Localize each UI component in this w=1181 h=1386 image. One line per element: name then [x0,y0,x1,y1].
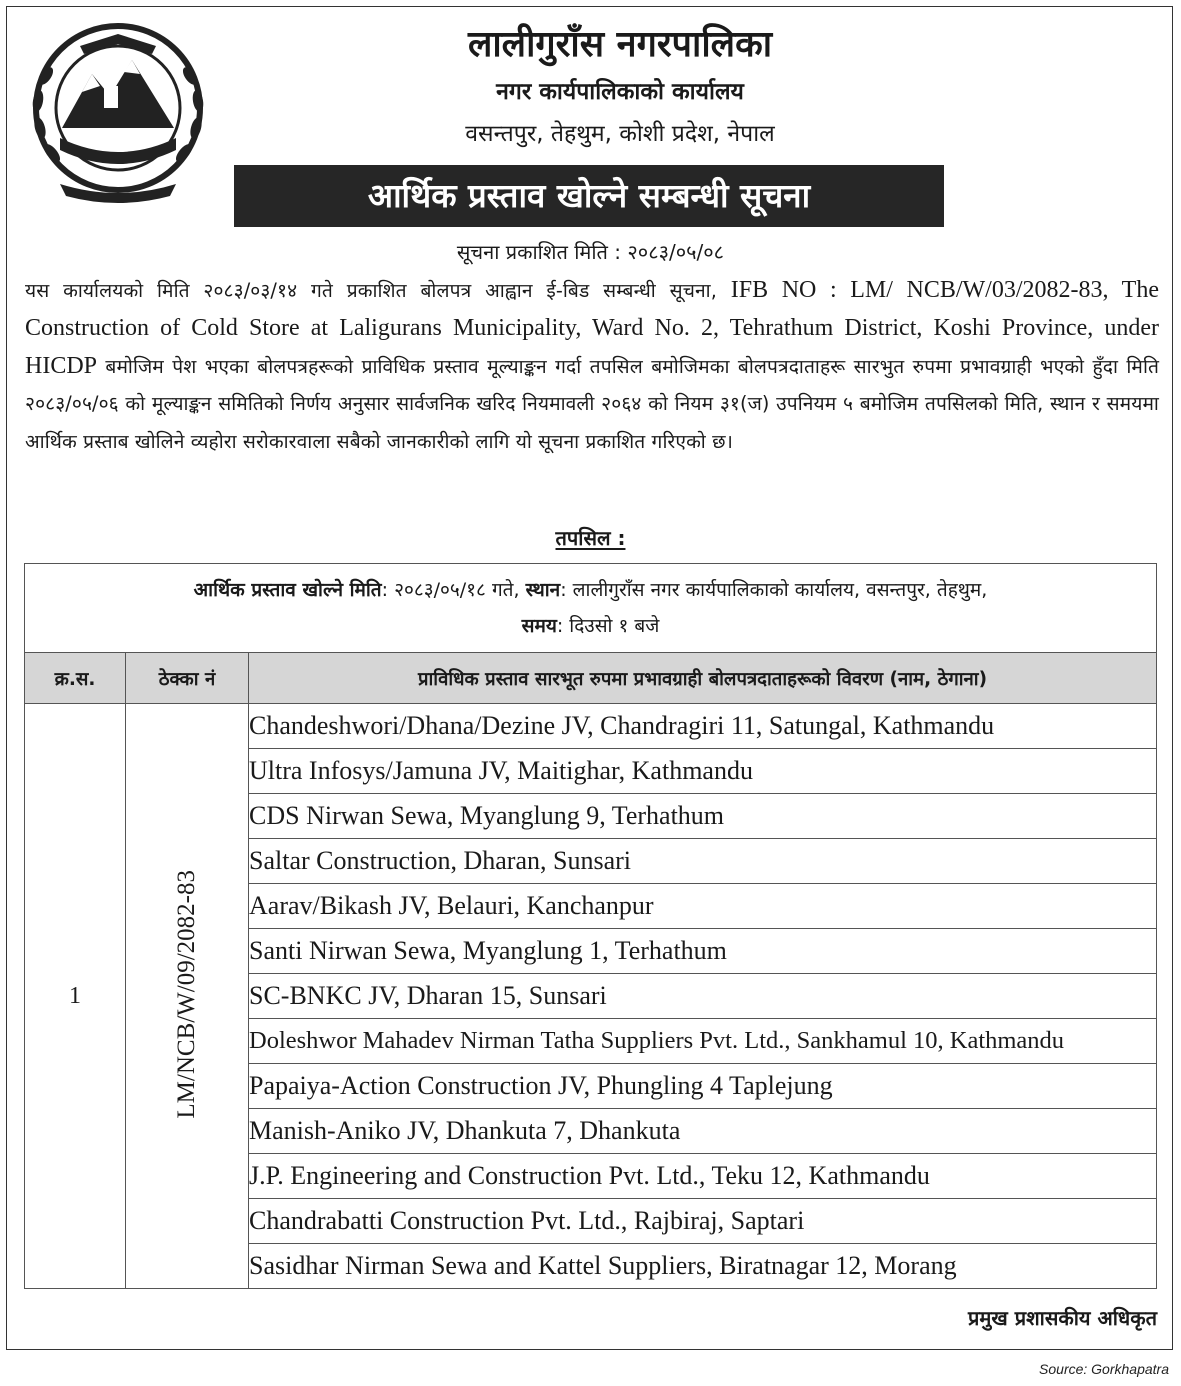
bidder-cell: SC-BNKC JV, Dharan 15, Sunsari [249,974,1157,1019]
bidder-cell: Saltar Construction, Dharan, Sunsari [249,839,1157,884]
table-header-row [25,653,1157,704]
office-name: नगर कार्यपालिकाको कार्यालय [496,79,744,105]
bidders-table [24,563,1157,1289]
opening-time-label: समय [521,615,557,637]
opening-date-value: : २०८३/०५/१८ गते, [381,579,526,601]
bidder-cell: Doleshwor Mahadev Nirman Tatha Suppliers Pvt. Ltd., Sankhamul 10, Kathmandu [249,1019,1157,1064]
bidder-cell: Chandrabatti Construction Pvt. Ltd., Rajbiraj, Saptari [249,1199,1157,1244]
bidder-cell: Chandeshwori/Dhana/Dezine JV, Chandragiri 11, Satungal, Kathmandu [249,704,1157,749]
serial-number: 1 [25,704,126,1289]
bidder-cell: Santi Nirwan Sewa, Myanglung 1, Terhathum [249,929,1157,974]
bidder-cell: CDS Nirwan Sewa, Myanglung 9, Terhathum [249,794,1157,839]
opening-place-label: स्थान [525,579,561,601]
details-heading: तपसिल : [555,526,626,550]
opening-place-value: : लालीगुराँस नगर कार्यपालिकाको कार्यालय, वसन्तपुर, तेहथुम, [560,579,988,601]
bidder-cell: Aarav/Bikash JV, Belauri, Kanchanpur [249,884,1157,929]
contract-header: ठेक्का नं [126,653,249,704]
bidder-cell: Papaiya-Action Construction JV, Phungling 4 Taplejung [249,1064,1157,1109]
bidder-cell: Sasidhar Nirman Sewa and Kattel Suppliers, Biratnagar 12, Morang [249,1244,1157,1289]
source-credit: Source: Gorkhapatra [1039,1361,1169,1377]
serial-header: क्र.स. [25,653,126,704]
paragraph-intro: यस कार्यालयको मिति २०८३/०३/१४ गते प्रकाशित बोलपत्र आह्वान ई-बिड सम्बन्धी सूचना, [25,279,731,302]
bidder-header: प्राविधिक प्रस्ताव सारभूत रुपमा प्रभावग्राही बोलपत्रदाताहरूको विवरण (नाम, ठेगाना) [249,653,1157,704]
bidder-cell: J.P. Engineering and Construction Pvt. Ltd., Teku 12, Kathmandu [249,1154,1157,1199]
opening-info [25,564,1157,653]
table-row [25,704,1157,749]
office-address: वसन्तपुर, तेहथुम, कोशी प्रदेश, नेपाल [465,121,775,147]
published-date: सूचना प्रकाशित मिति : २०८३/०५/०८ [456,240,725,264]
bidder-cell: Ultra Infosys/Jamuna JV, Maitighar, Kathmandu [249,749,1157,794]
municipality-emblem-icon [20,16,216,206]
contract-number: LM/NCB/W/09/2082-83 [173,869,200,1119]
bidder-cell: Manish-Aniko JV, Dhankuta 7, Dhankuta [249,1109,1157,1154]
ifb-reference: IFB NO : LM/ NCB/W/03/2082-83, The Construction of Cold Store at Laligurans Municipality, Ward No. 2, Tehrathum District, Koshi Province, under HICDP [25,277,1159,379]
paragraph-body: बमोजिम पेश भएका बोलपत्रहरूको प्राविधिक प्रस्ताव मूल्याङ्कन गर्दा तपसिल बमोजिमका बोलपत्रदाताहरू सारभुत रुपमा प्रभावग्राही भएको हुँदा मिति २०८३/०५/०६ को मूल्याङ्कन समितिको निर्णय अनुसार सार्वजनिक खरिद नियमावली २०६४ को नियम ३१(ज) उपनियम ५ बमोजिम तपसिलको मिति, स्थान र समयमा आर्थिक प्रस्ताब खोलिने व्यहोरा सरोकारवाला सबैको जानकारीको लागि यो सूचना प्रकाशित गरिएको छ। [25,354,1159,454]
opening-date-label: आर्थिक प्रस्ताव खोल्ने मिति [193,579,382,601]
signatory-title: प्रमुख प्रशासकीय अधिकृत [968,1306,1157,1330]
contract-cell [126,704,249,1289]
municipality-name: लालीगुराँस नगरपालिका [467,24,773,65]
opening-time-value: : दिउसो १ बजे [556,615,660,637]
notice-paragraph [25,272,1159,461]
notice-title: आर्थिक प्रस्ताव खोल्ने सम्बन्धी सूचना [234,165,944,227]
